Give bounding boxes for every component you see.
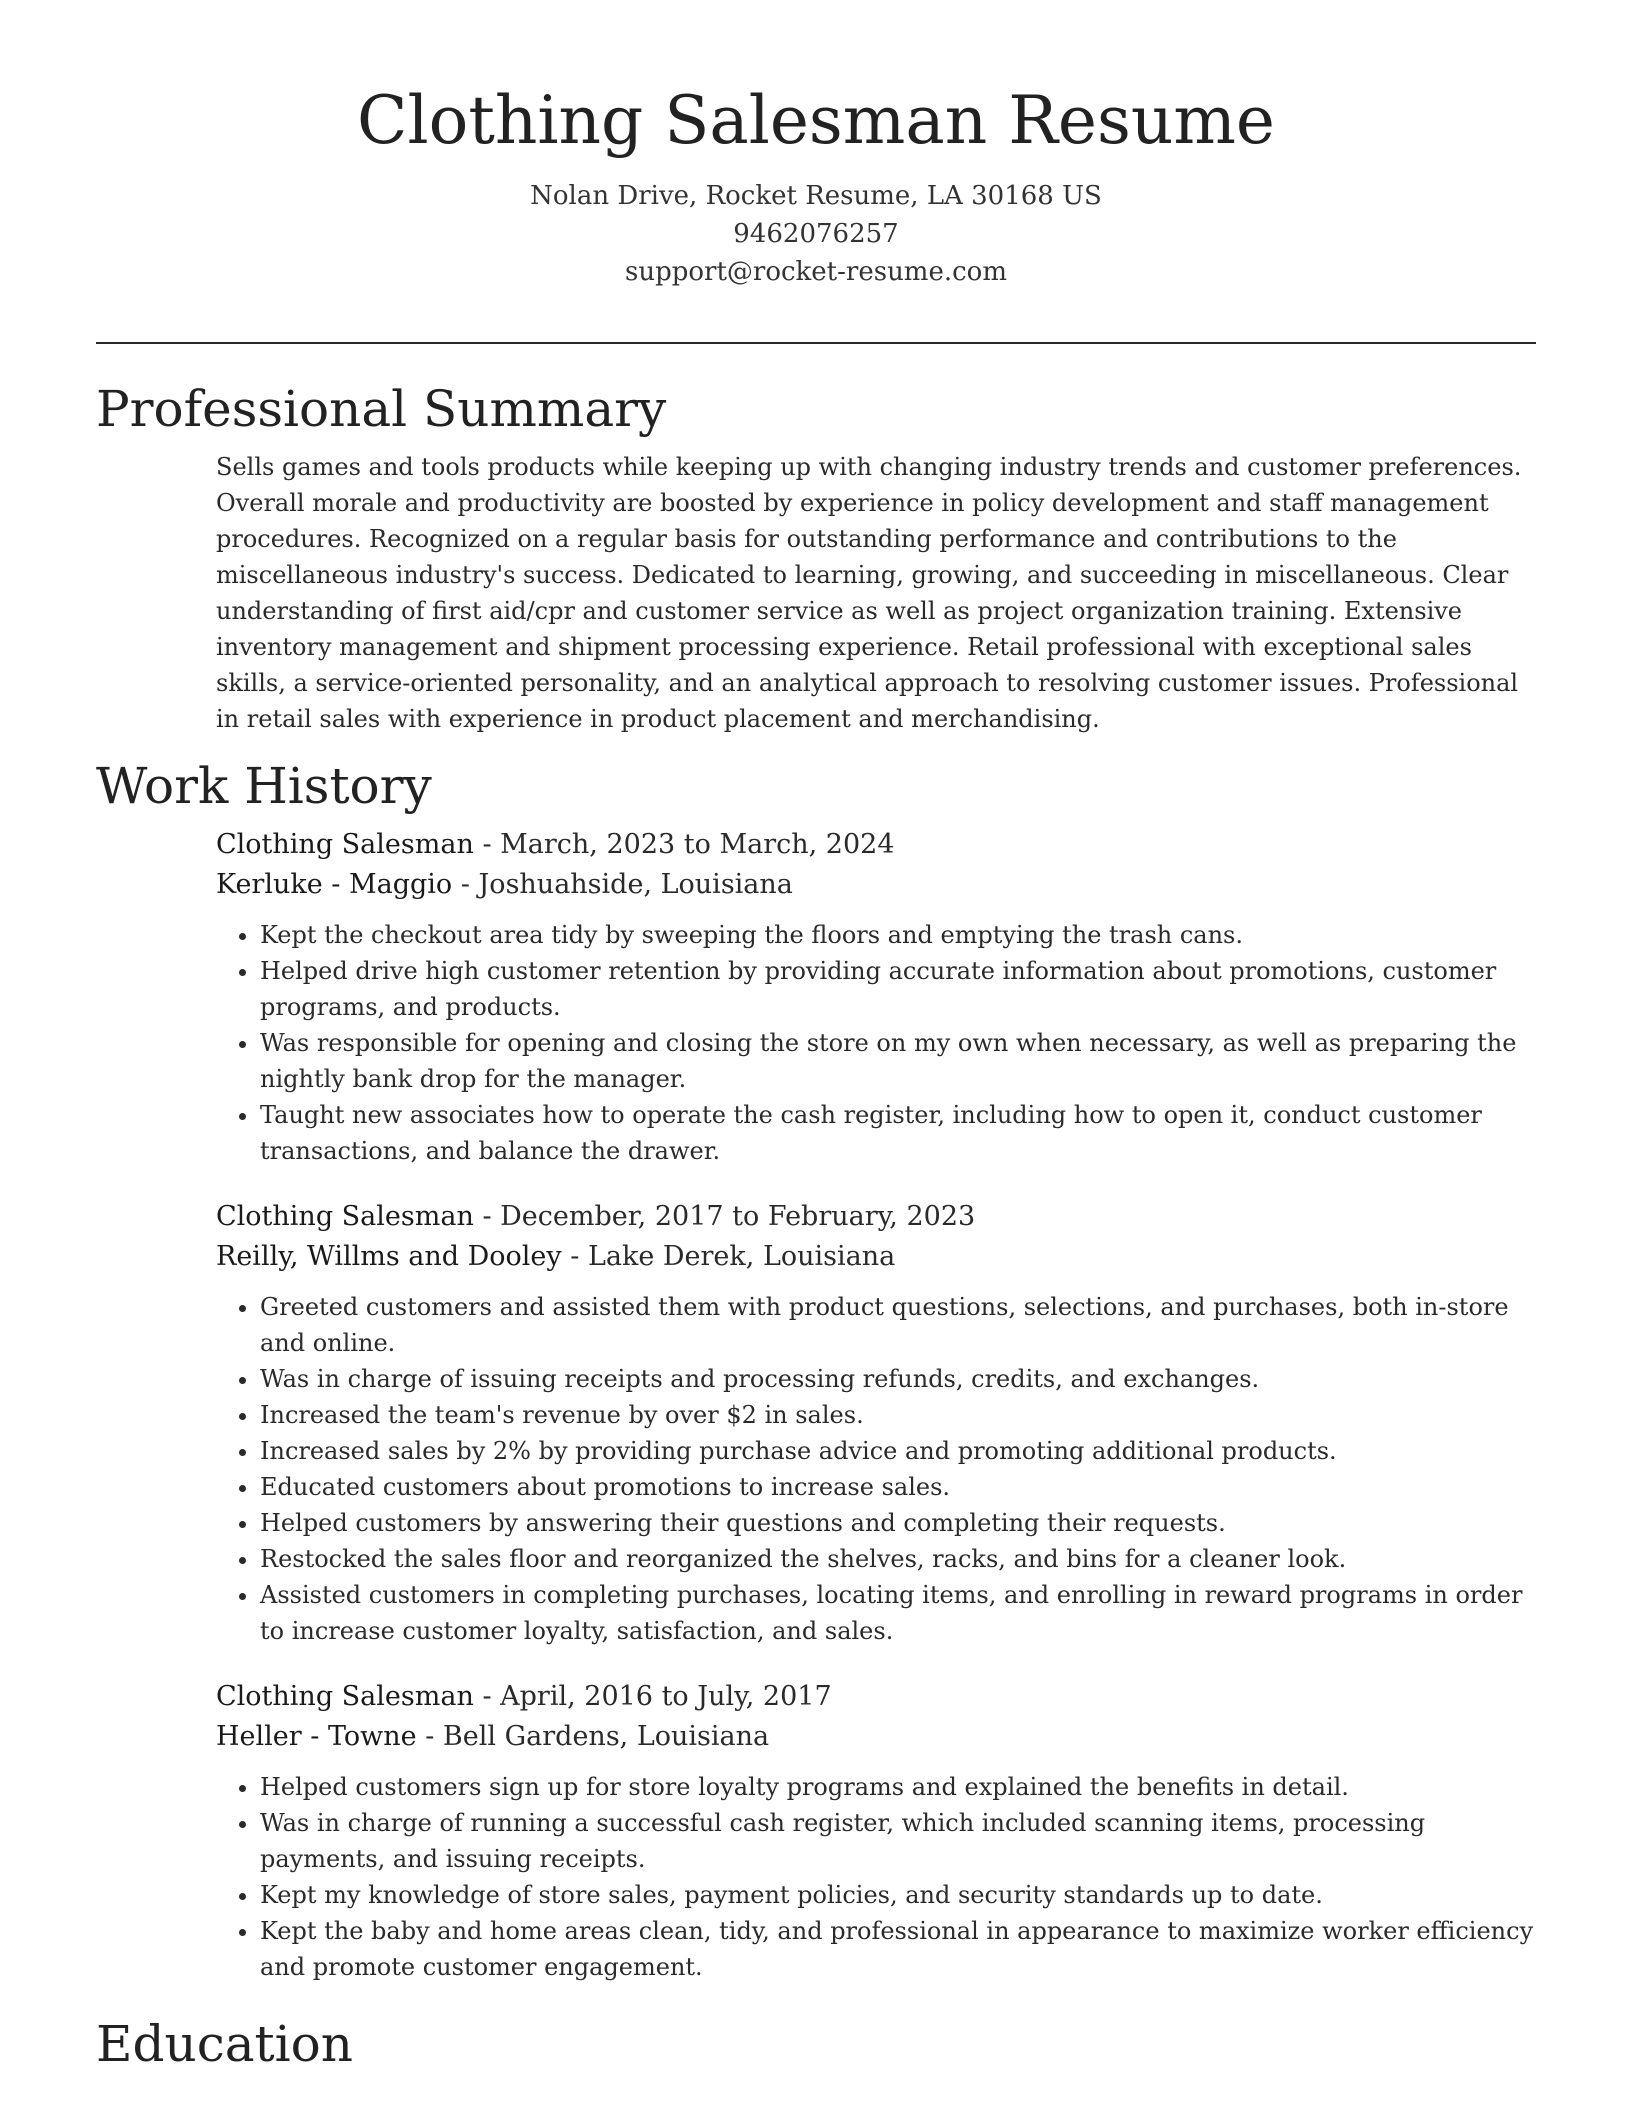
job-bullet: • Helped customers sign up for store loyalty programs and explained the benefits in detail. xyxy=(260,1769,1536,1805)
job-bullet: • Restocked the sales floor and reorganized the shelves, racks, and bins for a cleaner look. xyxy=(260,1541,1536,1577)
job-bullet: • Was responsible for opening and closing the store on my own when necessary, as well as preparing the nightly bank drop for the manager. xyxy=(260,1025,1536,1097)
job-location: - Lake Derek, Louisiana xyxy=(570,1241,896,1272)
job-bullet: • Helped drive high customer retention by providing accurate information about promotions, customer programs, and products. xyxy=(260,953,1536,1025)
job-title: Clothing Salesman xyxy=(216,1201,474,1232)
job-entry xyxy=(216,1197,1536,1649)
job-bullet: • Increased sales by 2% by providing purchase advice and promoting additional products. xyxy=(260,1433,1536,1469)
job-location: - Bell Gardens, Louisiana xyxy=(425,1721,770,1752)
job-bullet-list xyxy=(216,917,1536,1169)
work-history-section xyxy=(96,755,1536,1986)
summary-text: Sells games and tools products while keeping up with changing industry trends and customer preferences. Overall morale and productivity are boosted by experience in policy development and staff management procedures. Recognized on a regular basis for outstanding performance and contributions to the miscellaneous industry's success. Dedicated to learning, growing, and succeeding in miscellaneous. Clear understanding of first aid/cpr and customer service as well as project organization training. Extensive inventory management and shipment processing experience. Retail professional with exceptional sales skills, a service-oriented personality, and an analytical approach to resolving customer issues. Professional in retail sales with experience in product placement and merchandising. xyxy=(216,452,1522,733)
section-heading-work-history: Work History xyxy=(96,756,432,815)
job-bullet: • Educated customers about promotions to increase sales. xyxy=(260,1469,1536,1505)
resume-content xyxy=(96,378,1536,2084)
job-dates: - March, 2023 to March, 2024 xyxy=(482,829,895,860)
contact-email: support@rocket-resume.com xyxy=(624,256,1007,287)
job-bullet: • Was in charge of issuing receipts and processing refunds, credits, and exchanges. xyxy=(260,1361,1536,1397)
job-title-line xyxy=(216,1677,1536,1717)
job-company-line xyxy=(216,865,1536,905)
job-dates: - December, 2017 to February, 2023 xyxy=(482,1201,976,1232)
job-dates: - April, 2016 to July, 2017 xyxy=(482,1681,832,1712)
job-bullet: • Greeted customers and assisted them with product questions, selections, and purchases, both in-store and online. xyxy=(260,1289,1536,1361)
job-bullet-list xyxy=(216,1769,1536,1985)
contact-address: Nolan Drive, Rocket Resume, LA 30168 US xyxy=(530,180,1102,211)
job-location: - Joshuahside, Louisiana xyxy=(460,869,793,900)
job-title-line xyxy=(216,1197,1536,1237)
job-bullet: • Helped customers by answering their questions and completing their requests. xyxy=(260,1505,1536,1541)
section-heading-summary: Professional Summary xyxy=(96,380,667,438)
section-heading-education: Education xyxy=(96,2015,353,2073)
job-entry xyxy=(216,1677,1536,1985)
job-bullet: • Increased the team's revenue by over $2 in sales. xyxy=(260,1397,1536,1433)
work-history-body xyxy=(216,825,1536,1985)
job-title-line xyxy=(216,825,1536,865)
job-company: Reilly, Willms and Dooley xyxy=(216,1241,562,1272)
job-bullet: • Was in charge of running a successful cash register, which included scanning items, processing payments, and issuing receipts. xyxy=(260,1805,1536,1877)
summary-body xyxy=(216,449,1536,737)
job-bullet: • Taught new associates how to operate the cash register, including how to open it, conduct customer transactions, and balance the drawer. xyxy=(260,1097,1536,1169)
job-entry xyxy=(216,825,1536,1169)
job-bullet: • Assisted customers in completing purchases, locating items, and enrolling in reward programs in order to increase customer loyalty, satisfaction, and sales. xyxy=(260,1577,1536,1649)
job-bullet: • Kept the baby and home areas clean, tidy, and professional in appearance to maximize worker efficiency and promote customer engagement. xyxy=(260,1913,1536,1985)
job-title: Clothing Salesman xyxy=(216,829,474,860)
education-section xyxy=(96,2013,1536,2076)
professional-summary-section xyxy=(96,378,1536,737)
contact-block xyxy=(96,177,1536,291)
job-bullet-list xyxy=(216,1289,1536,1649)
job-company: Kerluke - Maggio xyxy=(216,869,453,900)
contact-phone: 9462076257 xyxy=(733,218,899,249)
job-title: Clothing Salesman xyxy=(216,1681,474,1712)
job-company: Heller - Towne xyxy=(216,1721,417,1752)
resume-title: Clothing Salesman Resume xyxy=(356,82,1275,159)
job-bullet: • Kept my knowledge of store sales, payment policies, and security standards up to date. xyxy=(260,1877,1536,1913)
job-company-line xyxy=(216,1237,1536,1277)
job-company-line xyxy=(216,1717,1536,1757)
header-divider xyxy=(96,342,1536,344)
job-bullet: • Kept the checkout area tidy by sweeping the floors and emptying the trash cans. xyxy=(260,917,1536,953)
resume-header xyxy=(96,80,1536,291)
